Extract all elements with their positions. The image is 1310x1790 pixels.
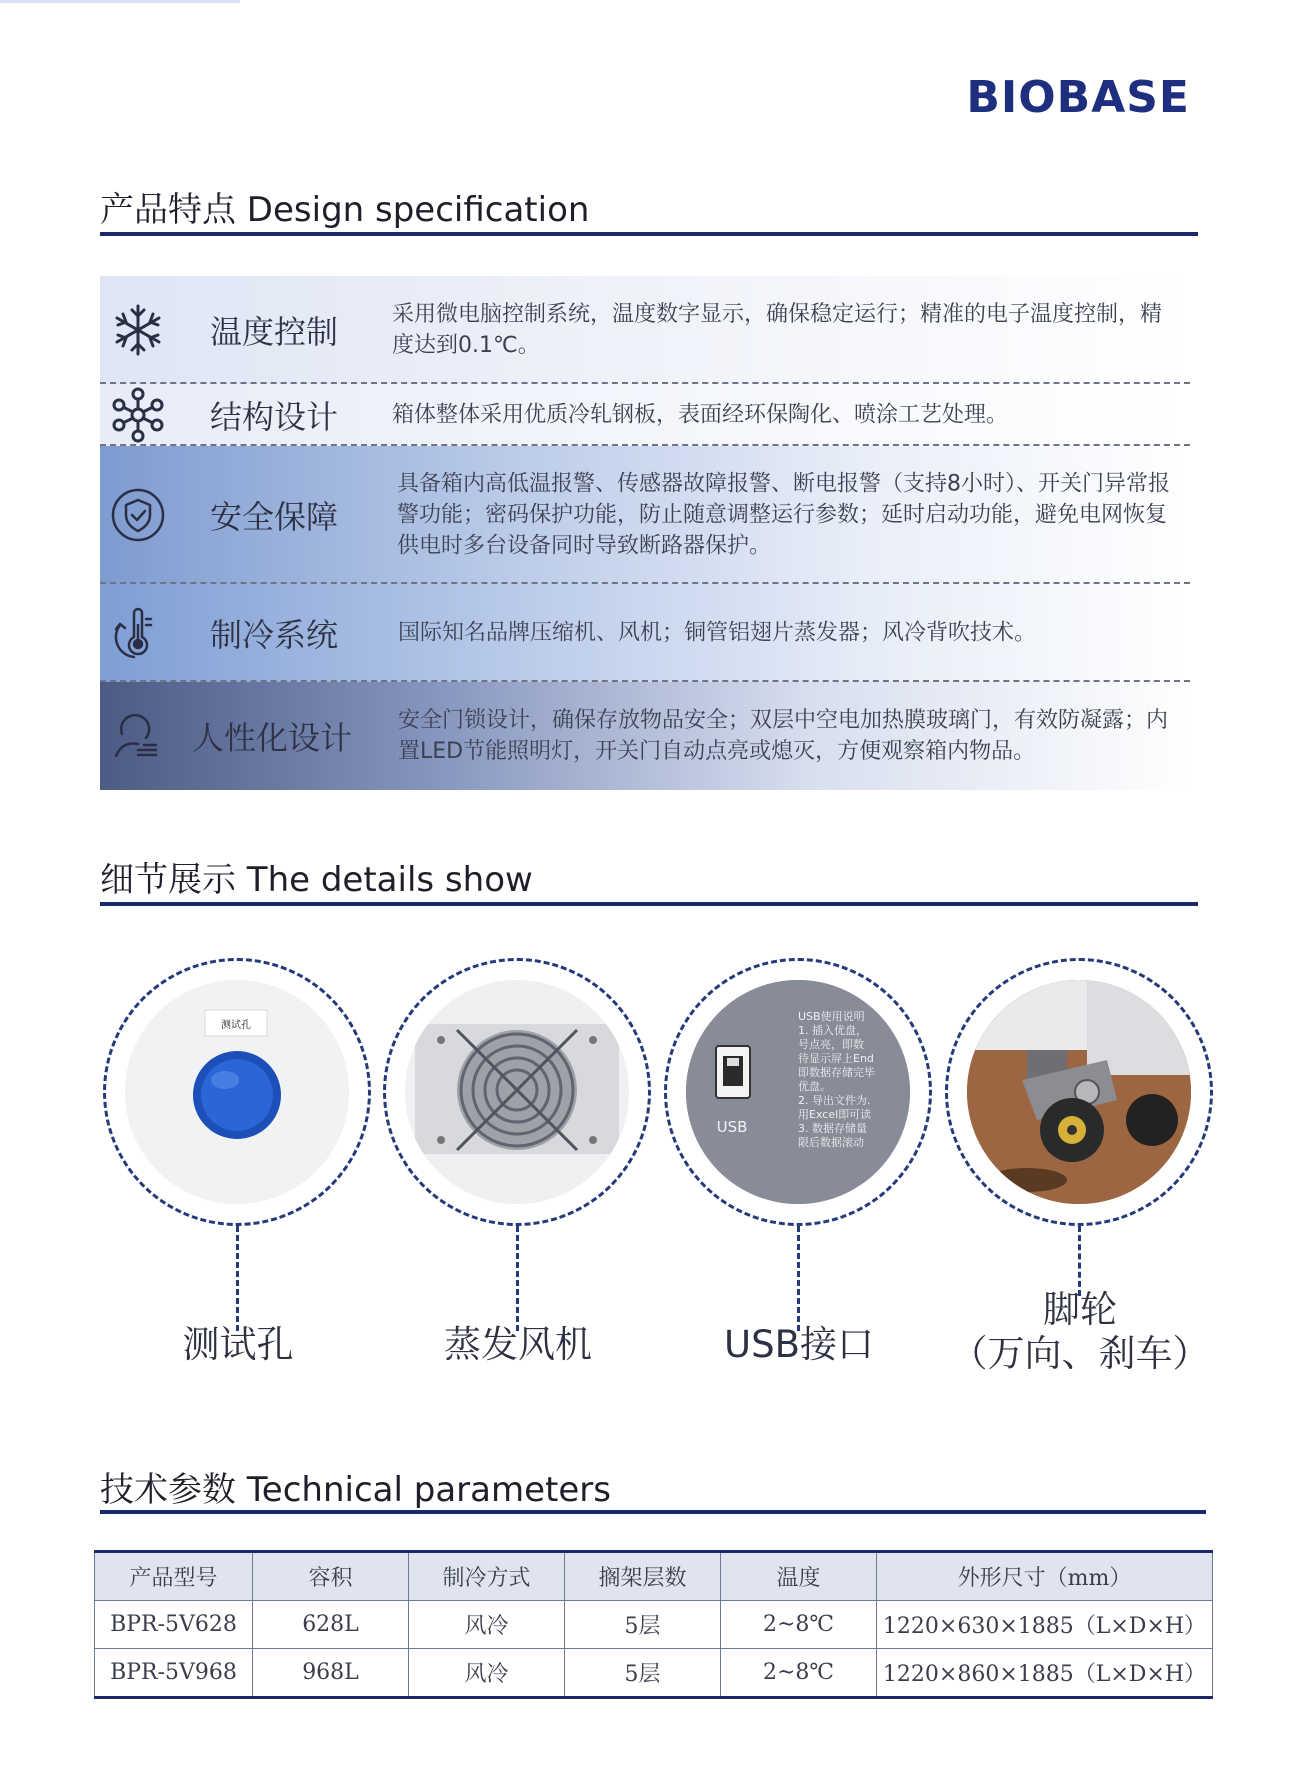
table-header-cell: 搁架层数 <box>565 1552 721 1601</box>
feature-name: 结构设计 <box>210 398 339 436</box>
molecule-icon <box>110 387 166 443</box>
table-cell: 风冷 <box>409 1649 565 1698</box>
table-cell: 968L <box>253 1649 409 1698</box>
svg-text:限后数据滚动: 限后数据滚动 <box>798 1136 864 1149</box>
section-rule-technical <box>100 1510 1206 1514</box>
table-row <box>95 1649 1213 1698</box>
feature-name: 制冷系统 <box>210 616 339 654</box>
feature-row-structure <box>100 384 1190 446</box>
snowflake-icon <box>110 302 166 358</box>
section-title-technical: 技术参数 Technical parameters <box>100 1470 611 1510</box>
feature-name: 温度控制 <box>210 313 339 351</box>
top-strip <box>0 0 240 3</box>
test-hole-tag: 测试孔 <box>221 1020 251 1031</box>
detail-fan <box>383 958 653 1378</box>
svg-text:USB使用说明: USB使用说明 <box>798 1010 865 1023</box>
feature-list <box>100 276 1190 790</box>
feature-row-temperature <box>100 276 1190 384</box>
detail-label: 测试孔 <box>182 1323 294 1366</box>
detail-usb <box>664 958 934 1378</box>
feature-desc: 箱体整体采用优质冷轧钢板，表面经环保陶化、喷涂工艺处理。 <box>392 402 1009 428</box>
detail-test-hole <box>103 958 373 1378</box>
table-header-cell: 制冷方式 <box>409 1552 565 1601</box>
test-hole-photo <box>125 980 349 1204</box>
usb-photo <box>686 980 910 1204</box>
section-title-design: 产品特点 Design specification <box>100 190 590 230</box>
svg-text:优盘。: 优盘。 <box>798 1080 831 1093</box>
table-cell: 5层 <box>565 1601 721 1649</box>
table-header-cell: 温度 <box>721 1552 877 1601</box>
detail-label: 蒸发风机 <box>444 1323 592 1366</box>
svg-text:号点亮，即数: 号点亮，即数 <box>798 1038 864 1051</box>
detail-label <box>915 1288 1245 1376</box>
table-cell: 风冷 <box>409 1601 565 1649</box>
thermometer-refresh-icon <box>110 605 166 661</box>
detail-label: USB接口 <box>724 1323 874 1366</box>
section-title-details: 细节展示 The details show <box>100 860 533 900</box>
table-cell: 628L <box>253 1601 409 1649</box>
section-rule-details <box>100 902 1198 906</box>
brand-logo: BIOBASE <box>966 72 1190 123</box>
table-cell: 1220×630×1885（L×D×H） <box>877 1601 1213 1649</box>
table-header-cell: 外形尺寸（mm） <box>877 1552 1213 1601</box>
feature-desc: 安全门锁设计，确保存放物品安全；双层中空电加热膜玻璃门，有效防凝露；内置LED节能照明灯，开关门自动点亮或熄灭，方便观察箱内物品。 <box>398 708 1169 764</box>
svg-text:待显示屏上End: 待显示屏上End <box>798 1052 874 1065</box>
table-cell: 2~8℃ <box>721 1601 877 1649</box>
svg-text:用Excel即可读: 用Excel即可读 <box>798 1108 872 1121</box>
caster-photo <box>967 980 1191 1204</box>
fan-photo <box>405 980 629 1204</box>
svg-text:即数据存储完毕: 即数据存储完毕 <box>798 1066 875 1079</box>
feature-desc: 具备箱内高低温报警、传感器故障报警、断电报警（支持8小时）、开关门异常报警功能；密码保护功能，防止随意调整运行参数；延时启动功能，避免电网恢复供电时多台设备同时导致断路器保护。 <box>397 471 1170 559</box>
table-header-cell: 容积 <box>253 1552 409 1601</box>
feature-row-humanized <box>100 682 1190 790</box>
feature-row-safety <box>100 446 1190 584</box>
table-row <box>95 1601 1213 1649</box>
svg-text:1. 插入优盘，: 1. 插入优盘， <box>798 1024 867 1037</box>
detail-caster <box>945 958 1215 1378</box>
section-rule-design <box>100 232 1198 236</box>
table-cell: 1220×860×1885（L×D×H） <box>877 1649 1213 1698</box>
feature-desc: 国际知名品牌压缩机、风机；铜管铝翅片蒸发器；风冷背吹技术。 <box>398 620 1037 646</box>
svg-text:3. 数据存储量: 3. 数据存储量 <box>798 1122 867 1135</box>
feature-name: 安全保障 <box>210 498 339 536</box>
user-icon <box>110 708 166 764</box>
table-header-cell: 产品型号 <box>95 1552 253 1601</box>
feature-name: 人性化设计 <box>192 719 353 757</box>
svg-text:2. 导出文件为.: 2. 导出文件为. <box>798 1094 871 1107</box>
shield-check-icon <box>110 487 166 543</box>
table-cell: BPR-5V968 <box>95 1649 253 1698</box>
table-header-row <box>95 1552 1213 1601</box>
caster-label-line1: 脚轮 <box>1043 1288 1117 1331</box>
usb-port-text: USB <box>716 1118 748 1136</box>
feature-row-refrigeration <box>100 584 1190 682</box>
table-cell: 5层 <box>565 1649 721 1698</box>
feature-desc: 采用微电脑控制系统，温度数字显示，确保稳定运行；精准的电子温度控制，精度达到0.1℃。 <box>392 302 1163 358</box>
table-cell: BPR-5V628 <box>95 1601 253 1649</box>
caster-label-line2: （万向、刹车） <box>950 1332 1210 1375</box>
parameters-table <box>94 1550 1213 1699</box>
table-cell: 2~8℃ <box>721 1649 877 1698</box>
